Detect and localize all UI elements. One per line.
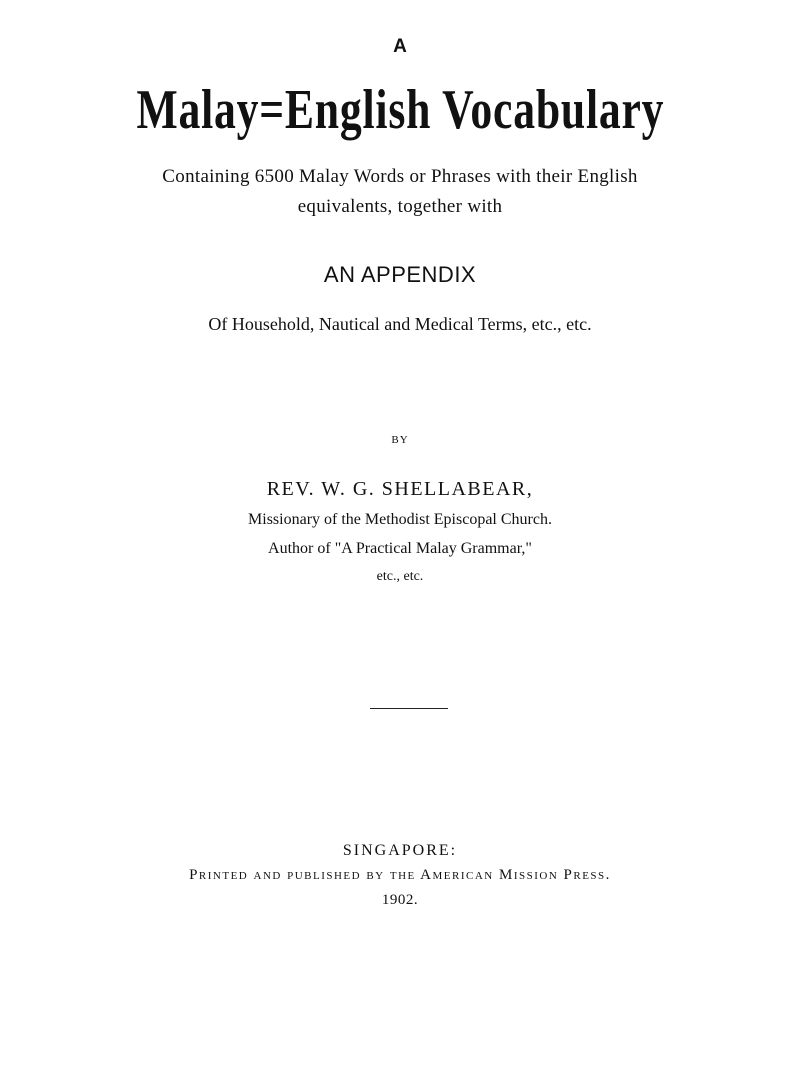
publication-place: SINGAPORE: bbox=[342, 842, 458, 859]
author-role-etc: etc., etc. bbox=[376, 569, 424, 584]
appendix-heading: AN APPENDIX bbox=[323, 262, 477, 287]
book-title: Malay=English Vocabulary bbox=[136, 79, 664, 141]
subtitle-line-1: Containing 6500 Malay Words or Phrases with their English bbox=[162, 166, 638, 187]
book-title-container bbox=[0, 78, 800, 142]
divider-rule bbox=[370, 708, 448, 709]
subtitle-line-2: equivalents, together with bbox=[297, 196, 503, 217]
author-role-missionary: Missionary of the Methodist Episcopal Church. bbox=[248, 511, 552, 528]
author-role-grammar: Author of "A Practical Malay Grammar," bbox=[268, 540, 532, 557]
appendix-description: Of Household, Nautical and Medical Terms, etc., etc. bbox=[208, 314, 592, 334]
publisher-line: Printed and published by the American Mission Press. bbox=[189, 867, 611, 883]
by-label: BY bbox=[391, 434, 409, 446]
author-name: REV. W. G. SHELLABEAR, bbox=[266, 478, 534, 500]
title-article: A bbox=[393, 36, 407, 57]
publication-year: 1902. bbox=[381, 892, 419, 908]
